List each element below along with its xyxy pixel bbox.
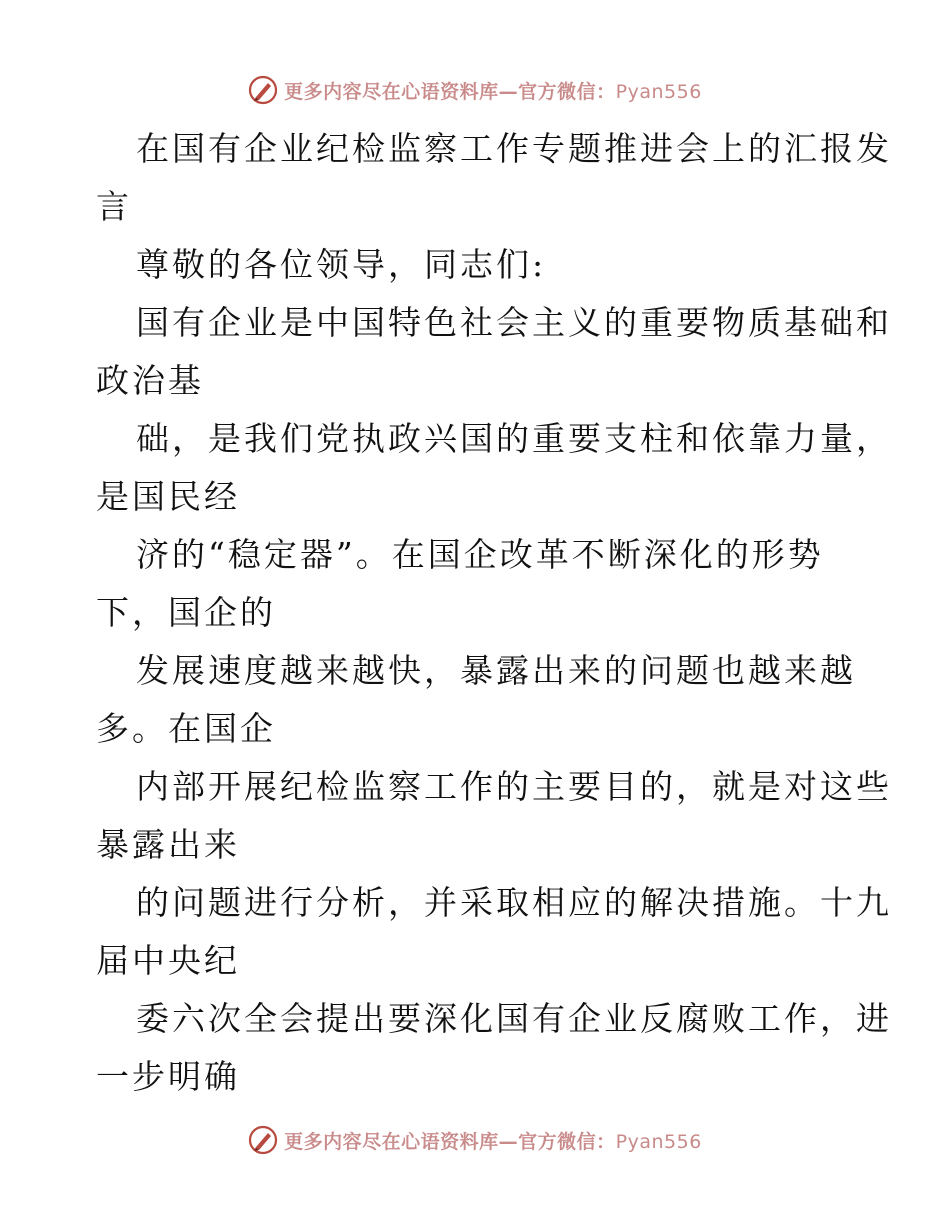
document-body <box>96 120 892 1106</box>
text-line: 届中央纪 <box>96 941 240 980</box>
pen-logo-icon <box>248 75 278 105</box>
text-line: 内部开展纪检监察工作的主要目的，就是对这些 <box>136 767 892 806</box>
text-line: 尊敬的各位领导，同志们: <box>136 245 547 284</box>
text-line: 国有企业是中国特色社会主义的重要物质基础和 <box>136 303 892 342</box>
banner-label: 更多内容尽在心语资料库—官方微信： <box>284 80 616 103</box>
banner-text <box>284 77 702 104</box>
text-line: 委六次全会提出要深化国有企业反腐败工作，进 <box>136 999 892 1038</box>
text-line: 是国民经 <box>96 477 240 516</box>
text-line: 下，国企的 <box>96 593 276 632</box>
text-line: 础，是我们党执政兴国的重要支柱和依靠力量， <box>136 419 892 458</box>
footer-banner <box>0 1120 950 1160</box>
text-line: 言 <box>96 187 132 226</box>
text-line: 济的“稳定器”。在国企改革不断深化的形势 <box>136 535 824 574</box>
text-line: 政治基 <box>96 361 204 400</box>
text-line: 多。在国企 <box>96 709 276 748</box>
banner-text <box>284 1127 702 1154</box>
banner-handle: Pyan556 <box>615 80 702 103</box>
banner-label: 更多内容尽在心语资料库—官方微信： <box>284 1130 616 1153</box>
pen-logo-icon <box>248 1125 278 1155</box>
text-line: 暴露出来 <box>96 825 240 864</box>
text-line: 在国有企业纪检监察工作专题推进会上的汇报发 <box>136 129 892 168</box>
header-banner <box>0 70 950 110</box>
text-line: 发展速度越来越快，暴露出来的问题也越来越 <box>136 651 856 690</box>
text-line: 一步明确 <box>96 1057 240 1096</box>
banner-handle: Pyan556 <box>615 1130 702 1153</box>
text-line: 的问题进行分析，并采取相应的解决措施。十九 <box>136 883 892 922</box>
